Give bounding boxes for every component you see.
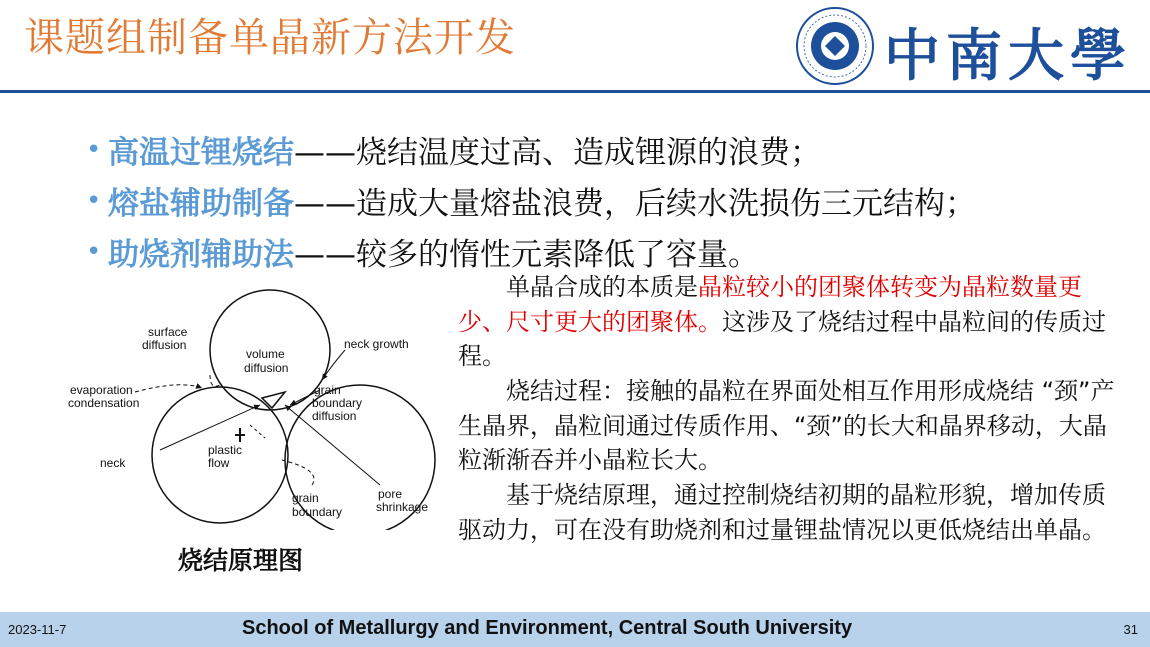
bullet-list: [86, 124, 976, 277]
paragraph-method: 基于烧结原理，通过控制烧结初期的晶粒形貌，增加传质驱动力，可在没有助烧剂和过量锂盐情况以更低烧结出单晶。: [458, 481, 1106, 544]
footer-school: School of Metallurgy and Environment, Central South University: [242, 617, 853, 639]
figure-caption: 烧结原理图: [178, 546, 304, 575]
footer-date: 2023-11-7: [8, 622, 67, 637]
footer-bar: [0, 612, 1150, 647]
paragraph-text: 这涉及了烧结过程中晶粒间的传质过程。: [458, 307, 1106, 370]
bullet-text: ——较多的惰性元素降低了容量。: [294, 237, 759, 273]
paragraph-highlight: 晶粒较小的团聚体转变为晶粒数量更少、尺寸更大的团聚体。: [458, 273, 1082, 336]
university-logo: [795, 6, 875, 86]
bullet-text: ——造成大量熔盐浪费，后续水洗损伤三元结构；: [294, 186, 976, 222]
figure-label: volume: [246, 347, 285, 361]
figure-label: plastic: [208, 443, 243, 457]
sintering-diagram: [60, 280, 440, 530]
bullet-key: 高温过锂烧结: [108, 135, 294, 171]
paragraph-essence: [458, 270, 1118, 374]
paragraph-text: 单晶合成的本质是: [506, 273, 698, 301]
page-number: 31: [1123, 622, 1138, 637]
figure-label: diffusion: [142, 338, 187, 352]
figure-label: surface: [148, 325, 188, 339]
header-divider: [0, 90, 1150, 93]
bullet-text: ——烧结温度过高、造成锂源的浪费；: [294, 135, 821, 171]
bullet-dot-icon: •: [86, 185, 102, 216]
figure-label: flow: [208, 456, 230, 470]
figure-label: neck growth: [344, 337, 409, 351]
bullet-item: [86, 175, 976, 226]
figure-label: condensation: [68, 396, 140, 410]
figure-label: diffusion: [312, 409, 357, 423]
figure-label: evaporation: [70, 383, 133, 397]
paragraph-sintering: 烧结过程：接触的晶粒在界面处相互作用形成烧结 “颈”产生晶界，晶粒间通过传质作用、“颈”的长大和晶界移动，大晶粒渐渐吞并小晶粒长大。: [458, 377, 1115, 474]
figure-label: grain: [314, 383, 341, 397]
figure-label: boundary: [292, 505, 343, 519]
figure-label: shrinkage: [376, 500, 429, 514]
university-name: 中南大學: [884, 23, 1132, 89]
bullet-dot-icon: •: [86, 236, 102, 267]
figure-label: pore: [378, 487, 403, 501]
pore-shape: [262, 392, 285, 408]
bullet-key: 助烧剂辅助法: [108, 237, 294, 273]
figure-label: boundary: [312, 396, 363, 410]
figure-label: diffusion: [244, 361, 289, 375]
figure-label: neck: [100, 456, 126, 470]
figure-label: grain: [292, 491, 319, 505]
bullet-dot-icon: •: [86, 134, 102, 165]
bullet-key: 熔盐辅助制备: [108, 186, 294, 222]
bullet-item: [86, 124, 976, 175]
slide-title: 课题组制备单晶新方法开发: [24, 15, 516, 61]
